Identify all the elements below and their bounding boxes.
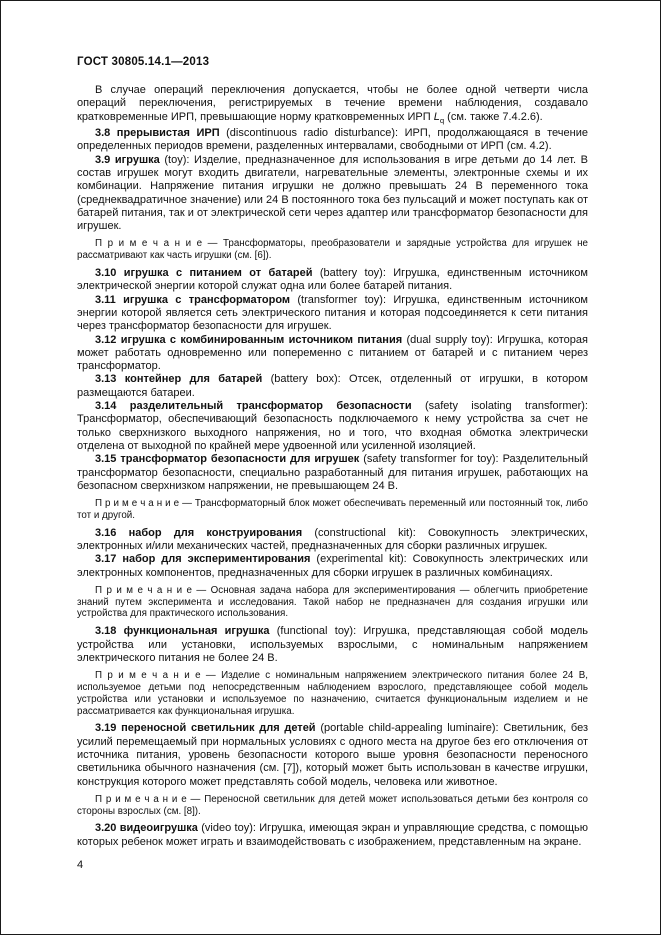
term-label: 3.17 набор для экспериментирования [95, 553, 311, 566]
note-paragraph [77, 498, 588, 522]
text-paragraph [77, 334, 588, 374]
text-run: (transformer toy): Игрушка, единственным источником энергии которой является сеть электрического питания и которая подсоединяется к сети питания через трансформатор безопасности для игрушек. [77, 293, 588, 333]
text-run: П р и м е ч а н и е — Трансформаторы, преобразователи и зарядные устройства для игрушек не рассматривают как часть игрушки (см. [6]). [77, 238, 588, 262]
term-label: 3.19 переносной светильник для детей [95, 722, 316, 735]
term-label: 3.20 видеоигрушка [95, 822, 198, 835]
text-paragraph [77, 527, 588, 554]
text-paragraph [77, 154, 588, 234]
term-label: 3.10 игрушка с питанием от батарей [95, 267, 313, 280]
term-label: 3.14 разделительный трансформатор безопасности [95, 400, 412, 413]
text-run: (dual supply toy): Игрушка, которая может работать одновременно или попеременно с питанием от батарей и с питанием через трансформатор. [77, 333, 588, 373]
text-paragraph [77, 553, 588, 580]
document-header: ГОСТ 30805.14.1—2013 [77, 56, 210, 68]
text-run: В случае операций переключения допускается, чтобы не более одной четверти числа операций переключения, регистрируемых в течение времени наблюдения, создавало кратковременные ИРП, превышающие норму кратковременных ИРП [77, 84, 588, 123]
text-run: П р и м е ч а н и е — Изделие с номинальным напряжением электрического питания более 24 В, используемое детьми под непосредственным наблюдением взрослого, представляющее собой модель устройства или установки и используемое по назначению, считается функциональным изделием и не рассматривается как функциональная игрушка. [77, 670, 588, 717]
text-run: (battery box): Отсек, отделенный от игрушки, в котором размещаются батареи. [77, 373, 588, 399]
text-paragraph [77, 722, 588, 788]
text-paragraph [77, 400, 588, 453]
text-run: (safety isolating transformer): Трансформатор, обеспечивающий безопасность подключаемого к нему устройства за счет не только сверхнизкого выходного напряжения, но и того, что входная обмотка электрически отделена от выходной по крайней мере удвоенной или усиленной изоляцией. [77, 400, 588, 452]
document-body [77, 84, 588, 849]
term-label: 3.11 игрушка с трансформатором [95, 293, 291, 306]
text-run: (safety transformer for toy): Разделительный трансформатор безопасности, специально разработанный для питания игрушек, работающих на безопасном сверхнизком напряжении, не превышающем 24 В. [77, 453, 589, 492]
term-label: 3.13 контейнер для батарей [95, 373, 263, 386]
term-label: 3.18 функциональная игрушка [95, 625, 270, 638]
text-run: (battery toy): Игрушка, единственным источником электрической энергии которой служат одна или более батарей питания. [77, 267, 588, 293]
term-label: 3.16 набор для конструирования [95, 526, 303, 539]
text-paragraph [77, 625, 588, 665]
text-run: (toy): Изделие, предназначенное для использования в игре детьми до 14 лет. В состав игрушек могут входить двигатели, нагревательные элементы, электронные схемы и их комбинации. Напряжение питания игрушки не должно превышать 24 В переменного тока (среднеквадратичное значение) или 24 В постоянного тока без пульсаций и может поступать как от батарей питания, так и от электрической сети через адаптер или трансформатор безопасности для игрушек. [77, 153, 588, 233]
text-paragraph [77, 373, 588, 400]
text-run: П р и м е ч а н и е — Трансформаторный блок может обеспечивать переменный или постоянный ток, либо тот и другой. [77, 498, 588, 521]
note-paragraph [77, 670, 588, 717]
text-run: (video toy): Игрушка, имеющая экран и управляющие средства, с помощью которых ребенок может играть и взаимодействовать с изображением, представленным на экране. [77, 822, 589, 848]
note-paragraph [77, 794, 588, 818]
note-paragraph [77, 238, 588, 262]
term-label: 3.8 прерывистая ИРП [95, 127, 220, 140]
term-label: 3.15 трансформатор безопасности для игрушек [95, 453, 360, 466]
text-run: (functional toy): Игрушка, представляющая собой модель устройства или установки, используемых взрослыми, с номинальным напряжением электрического питания не более 24 В. [77, 625, 588, 664]
text-run: (constructional kit): Совокупность электрических, электронных и/или механических частей, предназначенных для сборки различных игрушек. [77, 526, 588, 552]
term-label: 3.12 игрушка с комбинированным источником питания [95, 333, 403, 346]
text-run: L [433, 110, 440, 123]
page-number: 4 [77, 859, 84, 871]
text-run: П р и м е ч а н и е — Переносной светильник для детей может использоваться детьми без контроля со стороны взрослых (см. [8]). [77, 793, 588, 817]
text-paragraph [77, 822, 588, 849]
note-paragraph [77, 585, 588, 620]
term-label: 3.9 игрушка [95, 153, 160, 166]
text-run: (portable child-appealing luminaire): Светильник, без усилий перемещаемый при нормальных условиях с одного места на другое без его отключения от источника питания, уровень безопасности которого выше уровня безопасности переносного светильника обычного назначения (см. [7]), который может быть использован в качестве игрушки, конструкция которого может представлять собой модель, человека или животное. [77, 722, 588, 788]
text-run: (см. также 7.4.2.6). [444, 110, 543, 123]
text-run: q [439, 115, 445, 125]
text-paragraph [77, 84, 588, 127]
text-paragraph [77, 453, 588, 493]
text-paragraph [77, 127, 588, 154]
text-run: (discontinuous radio disturbance): ИРП, продолжающаяся в течение определенных периодов времени, разделенных интервалами, свободными от ИРП (см. 4.2). [77, 127, 588, 153]
text-run: П р и м е ч а н и е — Основная задача набора для экспериментирования — облегчить приобретение знаний путем эксперимента и исследования. Такой набор не предназначен для создания игрушки или устройства для практического использования. [77, 584, 588, 620]
text-paragraph [77, 294, 588, 334]
text-run: (experimental kit): Совокупность электрических или электронных компонентов, предназначенных для сборки игрушек в различных комбинациях. [77, 553, 588, 579]
text-paragraph [77, 267, 588, 294]
